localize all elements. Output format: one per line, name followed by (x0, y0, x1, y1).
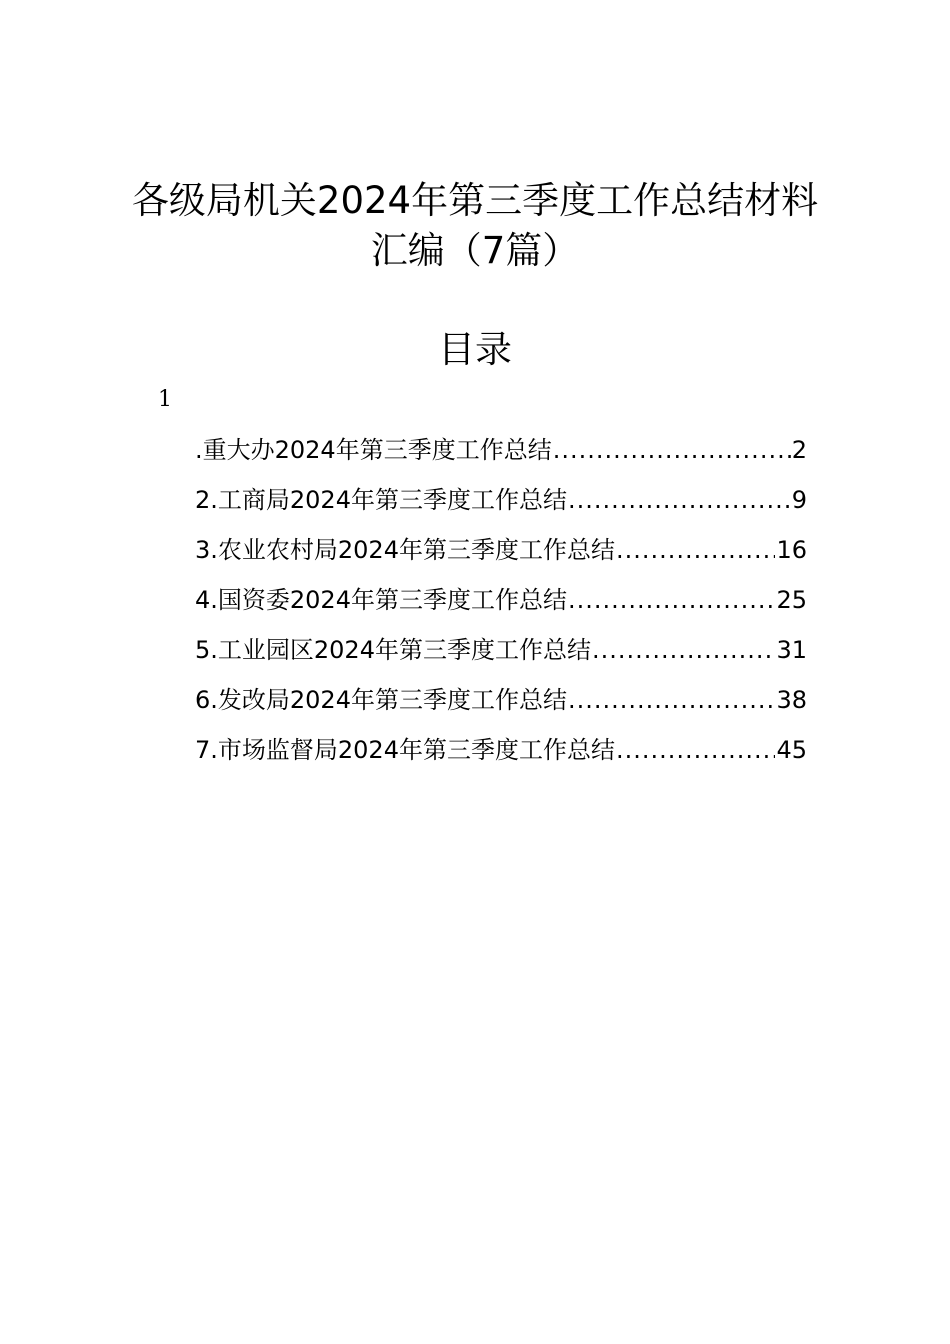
toc-page-number: 25 (776, 586, 807, 614)
toc-page-number: 38 (776, 686, 807, 714)
toc-dot-leader (616, 530, 775, 570)
toc-entry-label: .重大办2024年第三季度工作总结 (195, 436, 552, 464)
toc-page-number: 45 (776, 736, 807, 764)
toc-page-number: 31 (776, 636, 807, 664)
toc-entry-label: 3.农业农村局2024年第三季度工作总结 (195, 536, 615, 564)
toc-entry-5[interactable] (195, 630, 807, 680)
toc-stray-number: 1 (158, 387, 172, 412)
toc-entry-3[interactable] (195, 530, 807, 580)
toc-entry-label: 2.工商局2024年第三季度工作总结 (195, 486, 567, 514)
toc-dot-leader (592, 630, 775, 670)
toc-dot-leader (568, 680, 775, 720)
document-title-line2: 汇编（7篇） (370, 229, 580, 272)
toc-page-number: 16 (776, 536, 807, 564)
toc-dot-leader (553, 430, 791, 470)
toc-page-number: 9 (791, 486, 807, 514)
toc-entry-6[interactable] (195, 680, 807, 730)
toc-entry-1[interactable] (195, 430, 807, 480)
toc-dot-leader (568, 480, 791, 520)
document-title-line1: 各级局机关2024年第三季度工作总结材料 (131, 179, 819, 222)
toc-entry-label: 4.国资委2024年第三季度工作总结 (195, 586, 567, 614)
toc-dot-leader (568, 580, 775, 620)
table-of-contents (195, 430, 807, 780)
toc-entry-label: 6.发改局2024年第三季度工作总结 (195, 686, 567, 714)
toc-page-number: 2 (791, 436, 807, 464)
toc-entry-2[interactable] (195, 480, 807, 530)
toc-entry-label: 7.市场监督局2024年第三季度工作总结 (195, 736, 615, 764)
toc-entry-label: 5.工业园区2024年第三季度工作总结 (195, 636, 591, 664)
toc-entry-4[interactable] (195, 580, 807, 630)
toc-heading: 目录 (438, 328, 512, 371)
toc-dot-leader (616, 730, 775, 770)
toc-entry-7[interactable] (195, 730, 807, 780)
